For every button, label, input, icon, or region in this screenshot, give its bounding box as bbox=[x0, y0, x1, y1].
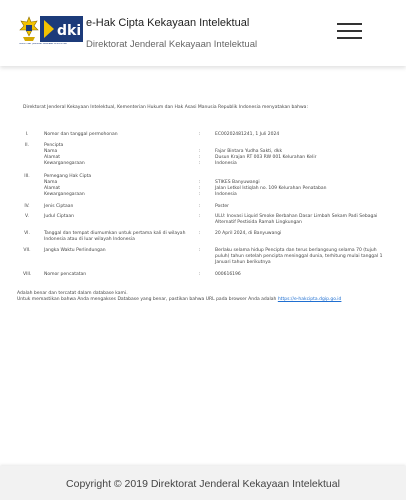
menu-bar bbox=[337, 30, 362, 32]
row-label: Nomor pencatatan bbox=[44, 272, 87, 277]
garuda-emblem-icon bbox=[19, 16, 39, 42]
row-number: VIII. bbox=[23, 272, 32, 277]
site-title: e-Hak Cipta Kekayaan Intelektual bbox=[86, 17, 250, 29]
row-colon: : bbox=[199, 161, 201, 166]
menu-bar bbox=[337, 23, 362, 25]
row-label-group bbox=[44, 143, 194, 167]
row-value: 20 April 2024, di Banyuwangi bbox=[215, 231, 282, 236]
row-label: Pemegang Hak Cipta bbox=[44, 174, 92, 179]
row-number: III. bbox=[24, 174, 30, 179]
row-label: Jenis Ciptaan bbox=[44, 204, 74, 209]
row-number: IV. bbox=[24, 204, 30, 209]
verification-notes bbox=[17, 291, 341, 303]
note-verify-url bbox=[17, 297, 341, 303]
copyright-text: Copyright © 2019 Direktorat Jenderal Kekayaan Intelektual bbox=[66, 478, 340, 490]
row-colon: : bbox=[199, 248, 201, 253]
row-number: V. bbox=[25, 214, 29, 219]
row-value-group bbox=[215, 180, 383, 198]
row-colon: : bbox=[199, 231, 201, 236]
row-label: Jangka Waktu Perlindungan bbox=[44, 248, 106, 253]
row-label: Nomor dan tanggal permohonan bbox=[44, 132, 118, 137]
row-sublabel: Alamat bbox=[44, 186, 60, 191]
row-label: Pencipta bbox=[44, 143, 64, 148]
row-value: Fajar Bintara Yudha Sakti, dkk bbox=[215, 149, 283, 154]
site-subtitle: Direktorat Jenderal Kekayaan Intelektual bbox=[86, 39, 258, 50]
row-label-group bbox=[44, 174, 194, 198]
row-value: Indonesia bbox=[215, 192, 237, 197]
site-footer bbox=[0, 466, 406, 500]
row-number: VI. bbox=[24, 231, 30, 236]
svg-text:dki: dki bbox=[57, 23, 82, 39]
row-colon: : bbox=[199, 214, 201, 219]
row-colon: : bbox=[199, 192, 201, 197]
row-value: Jalan Letkol Istiqlah no. 109 Kelurahan Penataban bbox=[215, 186, 327, 191]
row-value: Indonesia bbox=[215, 161, 237, 166]
logo-caption: DIREKTORAT JENDERAL KEKAYAAN INTELEKTUAL bbox=[19, 43, 68, 45]
row-colon: : bbox=[199, 186, 201, 191]
row-sublabel: Nama bbox=[44, 149, 58, 154]
row-colon-group bbox=[199, 149, 203, 167]
row-colon: : bbox=[199, 149, 201, 154]
pdki-logo-icon bbox=[40, 16, 83, 42]
note-registered: Adalah benar dan tercatat dalam database kami. bbox=[17, 291, 128, 296]
certificate-content bbox=[0, 66, 406, 466]
site-header bbox=[0, 0, 406, 66]
row-value: Poster bbox=[215, 204, 230, 209]
row-sublabel: Kewarganegaraan bbox=[44, 192, 85, 197]
row-value: Dusun Krajan RT 003 RW 001 Kelurahan Kelir bbox=[215, 155, 317, 160]
row-number: VII. bbox=[23, 248, 31, 253]
note-verify-text: Untuk memastikan bahwa Anda mengakses Database yang benar, pastikan bahwa URL pada browser Anda adalah bbox=[17, 297, 277, 302]
row-number: II. bbox=[24, 143, 30, 148]
row-value: Berlaku selama hidup Pencipta dan terus berlangsung selama 70 (tujuh puluh) tahun setelah pencipta meninggal dunia, terhitung mulai tanggal 1 Januari tahun berikutnya bbox=[215, 248, 383, 265]
row-value: EC00202481241, 1 Juli 2024 bbox=[215, 132, 280, 137]
row-colon: : bbox=[199, 272, 201, 277]
intro-statement: Direktorat Jenderal Kekayaan Intelektual, Kementerian Hukum dan Hak Asasi Manusia Republik Indonesia menyatakan bahwa: bbox=[23, 105, 308, 110]
row-colon: : bbox=[199, 155, 201, 160]
verification-link[interactable]: https://e-hakcipta.dgip.go.id bbox=[277, 297, 342, 302]
row-value-group bbox=[215, 149, 383, 167]
row-sublabel: Alamat bbox=[44, 155, 60, 160]
row-sublabel: Nama bbox=[44, 180, 58, 185]
row-colon: : bbox=[199, 132, 201, 137]
hamburger-menu-icon[interactable] bbox=[337, 21, 362, 41]
row-value: ULU: Inovasi Liquid Smoke Berbahan Dasar Limbah Sekam Padi Sebagai Alternatif Pestisida Ramah Lingkungan bbox=[215, 214, 378, 225]
row-label: Judul Ciptaan bbox=[44, 214, 74, 219]
row-colon-group bbox=[199, 180, 203, 198]
row-sublabel: Kewarganegaraan bbox=[44, 161, 85, 166]
row-colon: : bbox=[199, 204, 201, 209]
row-number: I. bbox=[25, 132, 29, 137]
row-value: 000616196 bbox=[215, 272, 241, 277]
row-value: STIKES Banyuwangi bbox=[215, 180, 260, 185]
row-colon: : bbox=[199, 180, 201, 185]
menu-bar bbox=[337, 37, 362, 39]
dgip-logo[interactable] bbox=[19, 16, 83, 48]
row-label: Tanggal dan tempat diumumkan untuk pertama kali di wilayah Indonesia atau di luar wilayah Indonesia bbox=[44, 231, 186, 242]
